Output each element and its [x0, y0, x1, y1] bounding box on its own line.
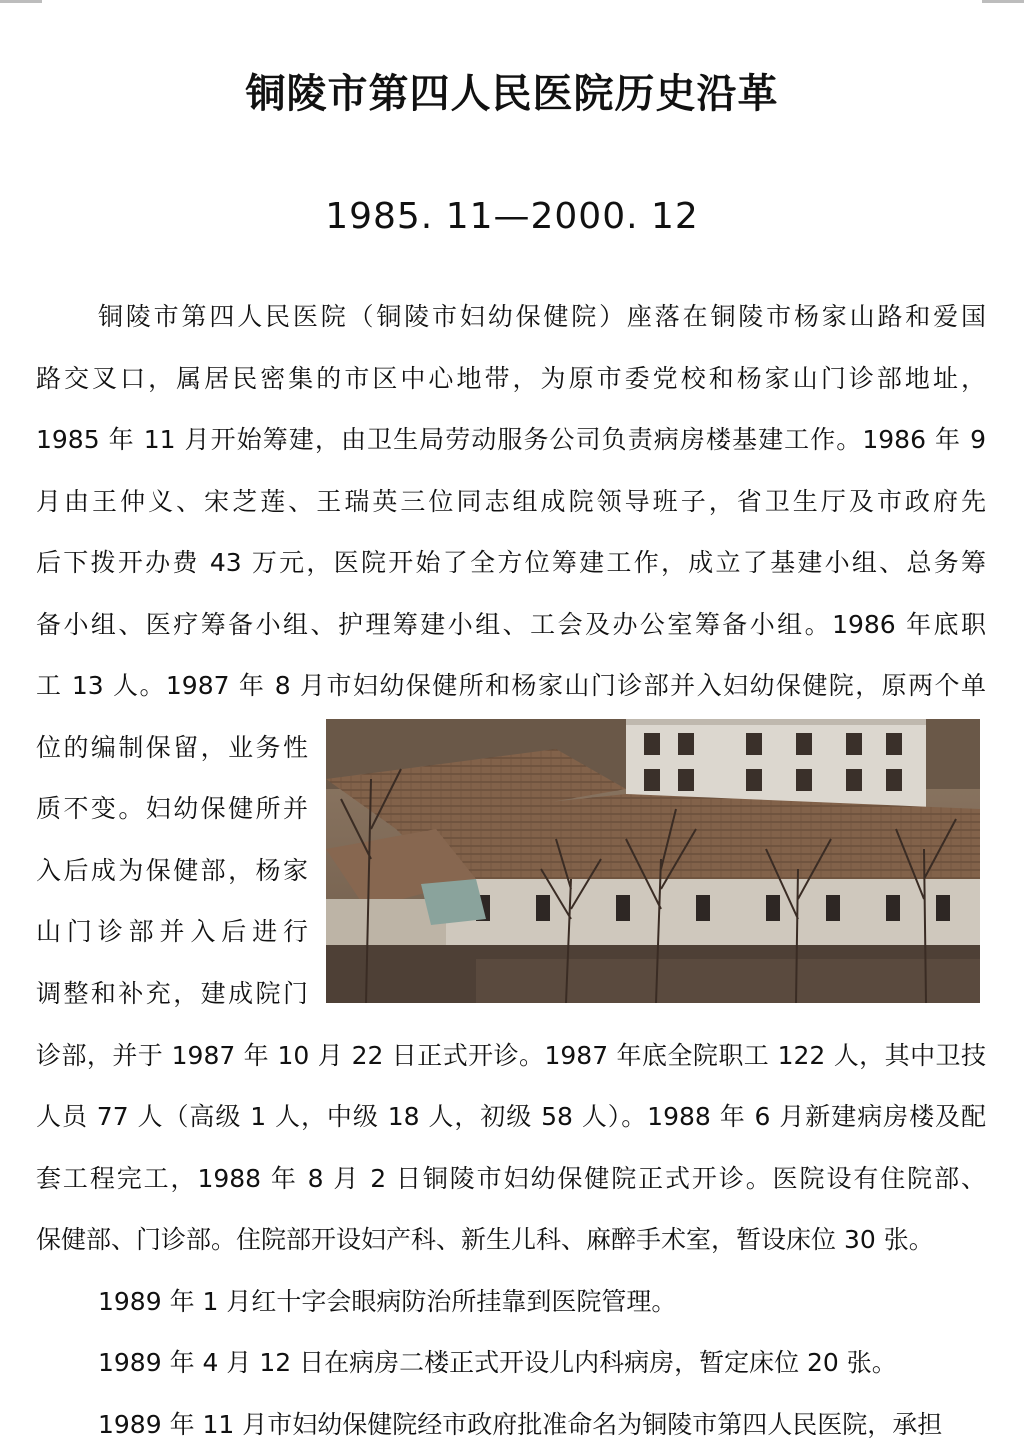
- text-line: 套工程完工，1988 年 8 月 2 日铜陵市妇幼保健院正式开诊。医院设有住院部、: [36, 1148, 986, 1210]
- scan-edge-mark: [982, 0, 1024, 3]
- text-line: 月由王仲义、宋芝莲、王瑞英三位同志组成院领导班子，省卫生厅及市政府先: [36, 471, 986, 533]
- timeline-entry: 1989 年 11 月市妇幼保健院经市政府批准命名为铜陵市第四人民医院，承担: [36, 1394, 986, 1455]
- text-line: 铜陵市第四人民医院（铜陵市妇幼保健院）座落在铜陵市杨家山路和爱国: [36, 286, 986, 348]
- body-text: [36, 286, 986, 1455]
- text-line: 备小组、医疗筹备小组、护理筹建小组、工会及办公室筹备小组。1986 年底职: [36, 594, 986, 656]
- text-line: 位的编制保留，业务性: [36, 717, 308, 779]
- page-title: 铜陵市第四人民医院历史沿革: [0, 62, 1024, 119]
- text-line: 山门诊部并入后进行: [36, 901, 308, 963]
- text-image-wrap: [36, 717, 986, 1025]
- timeline-entry: 1989 年 4 月 12 日在病房二楼正式开设儿内科病房，暂定床位 20 张。: [36, 1332, 986, 1394]
- hospital-building-photo: [326, 719, 980, 1003]
- text-line: 保健部、门诊部。住院部开设妇产科、新生儿科、麻醉手术室，暂设床位 30 张。: [36, 1209, 986, 1271]
- text-line: 1985 年 11 月开始筹建，由卫生局劳动服务公司负责病房楼基建工作。1986 年 9: [36, 409, 986, 471]
- date-range-subtitle: 1985. 11—2000. 12: [0, 196, 1024, 237]
- timeline-entries: [36, 1271, 986, 1455]
- timeline-entry: 1989 年 1 月红十字会眼病防治所挂靠到医院管理。: [36, 1271, 986, 1333]
- wrapped-text-column: [36, 717, 308, 1025]
- text-line: 质不变。妇幼保健所并: [36, 778, 308, 840]
- paragraph-intro: [36, 286, 986, 1271]
- text-line: 后下拨开办费 43 万元，医院开始了全方位筹建工作，成立了基建小组、总务筹: [36, 532, 986, 594]
- text-line: 调整和补充，建成院门: [36, 963, 308, 1025]
- text-line: 人员 77 人（高级 1 人，中级 18 人，初级 58 人）。1988 年 6 月新建病房楼及配: [36, 1086, 986, 1148]
- text-line: 路交叉口，属居民密集的市区中心地带，为原市委党校和杨家山门诊部地址，: [36, 348, 986, 410]
- scan-edge-mark: [0, 0, 42, 3]
- text-line: 诊部，并于 1987 年 10 月 22 日正式开诊。1987 年底全院职工 122 人，其中卫技: [36, 1025, 986, 1087]
- text-line: 工 13 人。1987 年 8 月市妇幼保健所和杨家山门诊部并入妇幼保健院，原两个单: [36, 655, 986, 717]
- text-line: 入后成为保健部，杨家: [36, 840, 308, 902]
